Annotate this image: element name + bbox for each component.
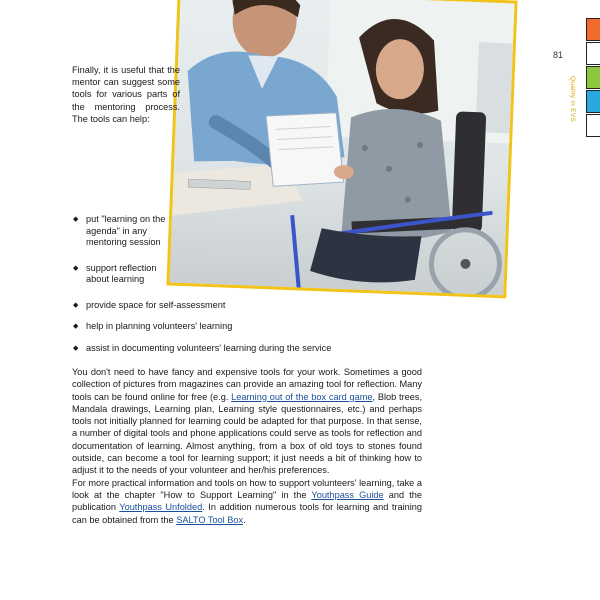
chapter-tabs — [586, 18, 600, 138]
bullet-icon: ◆ — [73, 344, 79, 352]
body-text-segment: and the publication — [72, 489, 422, 513]
body-text-segment: For more practical information and tools on how to support volunteers' learning, take a look at the chapter "How to Support Learning" in the — [72, 477, 422, 500]
bullet-icon: ◆ — [73, 264, 79, 272]
body-text-segment: , Blob trees, Mandala drawings, Learning plan, Learning style questionnaires, etc.) and perhaps tools not initially planned for learning could be adapted for that purpose. In that sense, a number of digital tools and phone applications could serve as tools for reflection and documentation of learning. Almost anything, from a box of old toys to stones found outside, can become a tool for learning support; it just needs a bit of thinking how to adjust it to the needs of your volunteer and her/his preferences. — [72, 391, 423, 476]
list-item-text: help in planning volunteers' learning — [86, 321, 233, 331]
body-text-segment: . — [243, 514, 246, 525]
chapter-tab[interactable] — [586, 42, 600, 65]
list-item — [72, 214, 166, 249]
bullet-icon: ◆ — [73, 301, 79, 309]
list-item — [72, 343, 372, 355]
list-item-text: provide space for self-assessment — [86, 299, 226, 310]
tools-bullet-list — [72, 214, 372, 354]
list-item-text: support reflection about learning — [86, 262, 157, 284]
list-item — [72, 263, 166, 286]
list-item — [72, 300, 372, 312]
bullet-icon: ◆ — [73, 216, 79, 223]
youthpass-guide-link[interactable]: Youthpass Guide — [311, 489, 384, 500]
list-item-text: assist in documenting volunteers' learning during the service — [86, 342, 332, 353]
list-item — [72, 321, 372, 333]
body-text-segment: You don't need to have fancy and expensive tools for your work. Sometimes a good collection of pictures from magazines can provide an amazing tool for reflection. Many tools can be found online for free (e.g. — [72, 367, 422, 402]
body-paragraph — [72, 366, 422, 526]
chapter-tab[interactable] — [586, 18, 600, 41]
chapter-tab[interactable] — [586, 66, 600, 89]
page-number: 81 — [553, 50, 564, 60]
intro-paragraph: Finally, it is useful that the mentor can suggest some tools for various parts of the mentoring process. The tools can help: — [72, 65, 180, 124]
youthpass-unfolded-link[interactable]: Youthpass Unfolded — [119, 502, 203, 513]
running-head: Quality in EVS — [569, 76, 576, 123]
list-item-text: put "learning on the agenda" in any mentoring session — [86, 214, 166, 247]
chapter-tab[interactable] — [586, 90, 600, 113]
salto-toolbox-link[interactable]: SALTO Tool Box — [176, 514, 244, 525]
bullet-icon: ◆ — [73, 323, 79, 330]
learning-out-of-the-box-link[interactable]: Learning out of the box card game — [231, 391, 373, 402]
chapter-tab[interactable] — [586, 114, 600, 137]
body-text-segment: . In addition numerous tools for learning and training can be obtained from the — [72, 502, 422, 525]
